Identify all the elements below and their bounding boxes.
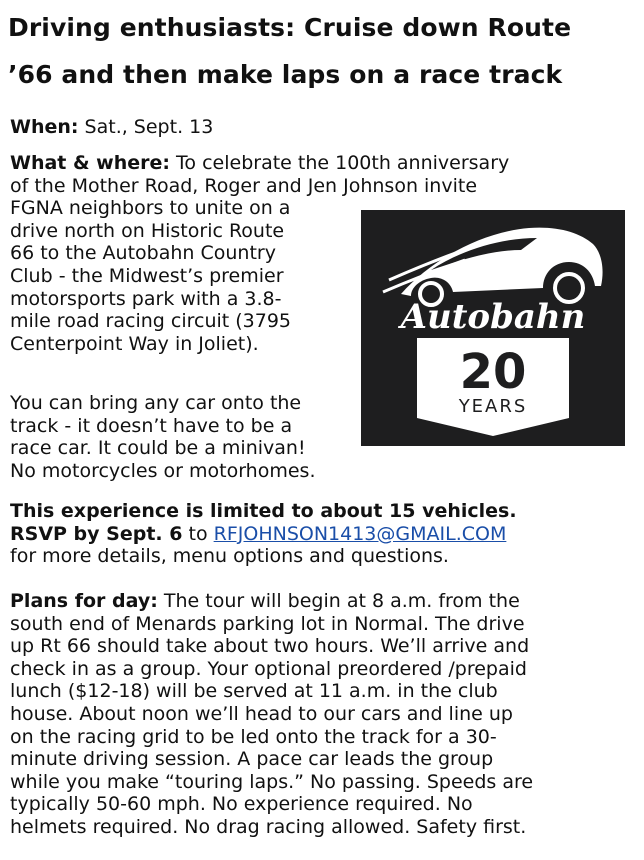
- what-where-line-5: 66 to the Autobahn Country: [10, 242, 276, 265]
- plans-line-1: The tour will begin at 8 a.m. from the: [157, 590, 520, 612]
- what-where-line-9: Centerpoint Way in Joliet).: [10, 332, 259, 355]
- what-where-line-7: motorsports park with a 3.8-: [10, 287, 282, 310]
- plans-line-11: helmets required. No drag racing allowed. Safety first.: [10, 815, 527, 838]
- race-car-icon: [383, 228, 603, 305]
- logo-brand-text: Autobahn: [400, 297, 586, 337]
- plans-line-6: house. About noon we’ll head to our cars and line up: [10, 702, 513, 725]
- what-where-label: What & where:: [10, 152, 171, 174]
- any-car-line-1: You can bring any car onto the: [10, 392, 302, 414]
- when-label: When:: [10, 116, 79, 138]
- rsvp-paragraph: [10, 500, 636, 568]
- autobahn-20-years-logo: [361, 210, 625, 446]
- logo-years: YEARS: [458, 396, 528, 417]
- plans-line-2: south end of Menards parking lot in Normal. The drive: [10, 612, 525, 635]
- when-value: Sat., Sept. 13: [78, 116, 214, 138]
- headline-line-2: ’66 and then make laps on a race track: [8, 60, 563, 89]
- plans-paragraph: [10, 590, 636, 839]
- when-paragraph: [10, 116, 636, 139]
- what-where-line-3: FGNA neighbors to unite on a: [10, 197, 291, 220]
- plans-line-10: typically 50-60 mph. No experience required. No: [10, 793, 473, 816]
- plans-line-5: lunch ($12-18) will be served at 11 a.m. in the club: [10, 680, 498, 703]
- what-where-line-8: mile road racing circuit (3795: [10, 310, 292, 333]
- rsvp-label: RSVP by Sept. 6: [10, 522, 183, 545]
- what-where-line-2: of the Mother Road, Roger and Jen Johnson invite: [10, 174, 478, 197]
- plans-line-8: minute driving session. A pace car leads the group: [10, 748, 494, 771]
- any-car-line-3: race car. It could be a minivan!: [10, 437, 306, 460]
- plans-line-4: check in as a group. Your optional preordered /prepaid: [10, 657, 527, 680]
- autobahn-logo-graphic: [361, 210, 625, 446]
- plans-line-7: on the racing grid to be led onto the track for a 30-: [10, 725, 497, 748]
- what-where-line-4: drive north on Historic Route: [10, 219, 285, 242]
- what-where-line-6: Club - the Midwest’s premier: [10, 264, 284, 287]
- any-car-line-4: No motorcycles or motorhomes.: [10, 459, 316, 482]
- any-car-line-2: track - it doesn’t have to be a: [10, 414, 293, 437]
- rsvp-email-link[interactable]: RFJOHNSON1413@GMAIL.COM: [213, 522, 507, 545]
- rsvp-details: for more details, menu options and questions.: [10, 545, 449, 568]
- rsvp-to: to: [182, 522, 214, 545]
- article-headline: [8, 4, 640, 98]
- plans-label: Plans for day:: [10, 590, 158, 612]
- limited-notice: This experience is limited to about 15 vehicles.: [10, 500, 517, 522]
- plans-line-9: while you make “touring laps.” No passing. Speeds are: [10, 770, 534, 793]
- headline-line-1: Driving enthusiasts: Cruise down Route: [8, 13, 572, 42]
- plans-line-3: up Rt 66 should take about two hours. We’ll arrive and: [10, 635, 530, 658]
- what-where-line-1: To celebrate the 100th anniversary: [170, 152, 510, 174]
- logo-number: 20: [459, 344, 527, 400]
